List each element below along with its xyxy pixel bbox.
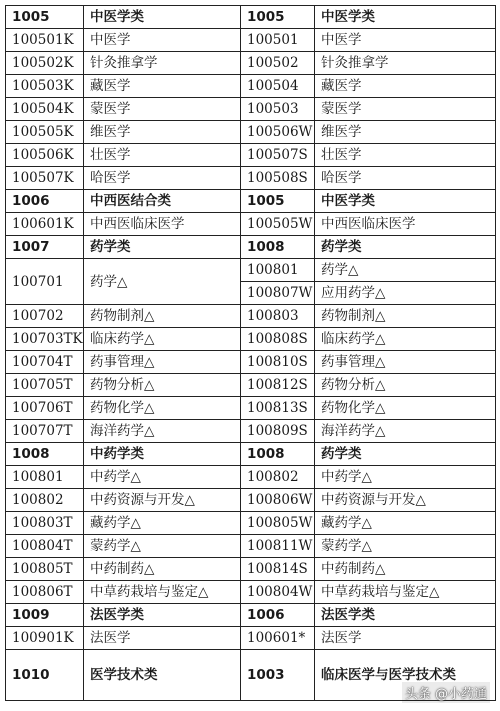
table-row [6,144,496,167]
code-cell-right: 100804W [241,581,315,604]
code-cell-left: 100505K [6,121,84,144]
code-cell-right: 100806W [241,489,315,512]
name-cell-right: 药物制剂△ [315,305,496,328]
name-cell-left: 中医学类 [84,6,241,29]
name-cell-right: 临床医学与医学技术类 [315,650,496,701]
name-cell-left: 中药学类 [84,443,241,466]
table-row [6,305,496,328]
name-cell-right: 药学类 [315,236,496,259]
code-cell-left: 100804T [6,535,84,558]
code-cell-left: 100805T [6,558,84,581]
code-cell-right: 100601* [241,627,315,650]
code-cell-left: 100801 [6,466,84,489]
category-header-row [6,443,496,466]
name-cell-right: 药物化学△ [315,397,496,420]
code-cell-left: 100503K [6,75,84,98]
code-cell-left: 100702 [6,305,84,328]
code-cell-left: 100901K [6,627,84,650]
name-cell-right: 药学△ [315,259,496,282]
code-cell-left: 100707T [6,420,84,443]
code-cell-left: 100504K [6,98,84,121]
name-cell-left: 中西医临床医学 [84,213,241,236]
table-row [6,420,496,443]
name-cell-right: 中药制药△ [315,558,496,581]
table-row [6,75,496,98]
code-cell-right: 100814S [241,558,315,581]
code-cell-left: 1008 [6,443,84,466]
name-cell-left: 药学△ [84,259,241,305]
name-cell-left: 藏医学 [84,75,241,98]
name-cell-left: 蒙药学△ [84,535,241,558]
name-cell-right: 海洋药学△ [315,420,496,443]
name-cell-right: 法医学类 [315,604,496,627]
name-cell-left: 中药学△ [84,466,241,489]
name-cell-right: 蒙药学△ [315,535,496,558]
code-cell-left: 100502K [6,52,84,75]
table-row [6,489,496,512]
code-cell-left: 1009 [6,604,84,627]
code-cell-right: 100801 [241,259,315,282]
name-cell-left: 中药资源与开发△ [84,489,241,512]
code-cell-left: 1010 [6,650,84,701]
name-cell-right: 维医学 [315,121,496,144]
name-cell-left: 中草药栽培与鉴定△ [84,581,241,604]
table-row [6,535,496,558]
category-header-row [6,604,496,627]
code-cell-left: 100703TK [6,328,84,351]
category-header-row [6,236,496,259]
code-cell-right: 100504 [241,75,315,98]
code-cell-right: 1003 [241,650,315,701]
code-cell-left: 100803T [6,512,84,535]
table-row [6,351,496,374]
name-cell-left: 维医学 [84,121,241,144]
name-cell-right: 中医学类 [315,6,496,29]
code-cell-left: 100701 [6,259,84,305]
category-header-row [6,6,496,29]
name-cell-right: 中西医临床医学 [315,213,496,236]
name-cell-right: 藏药学△ [315,512,496,535]
code-cell-left: 100706T [6,397,84,420]
code-cell-right: 100802 [241,466,315,489]
name-cell-left: 蒙医学 [84,98,241,121]
name-cell-left: 中医学 [84,29,241,52]
name-cell-right: 临床药学△ [315,328,496,351]
table-row [6,397,496,420]
name-cell-right: 中医学类 [315,190,496,213]
code-cell-left: 100806T [6,581,84,604]
name-cell-right: 药物分析△ [315,374,496,397]
code-cell-right: 100502 [241,52,315,75]
table-row [6,581,496,604]
code-cell-right: 100810S [241,351,315,374]
code-cell-right: 100813S [241,397,315,420]
name-cell-right: 壮医学 [315,144,496,167]
code-cell-right: 100811W [241,535,315,558]
code-cell-right: 1005 [241,190,315,213]
code-cell-right: 100808S [241,328,315,351]
table-row [6,374,496,397]
code-cell-right: 1008 [241,236,315,259]
name-cell-right: 哈医学 [315,167,496,190]
name-cell-right: 藏医学 [315,75,496,98]
table-row [6,259,496,282]
code-cell-left: 100704T [6,351,84,374]
name-cell-left: 药学类 [84,236,241,259]
table-row [6,213,496,236]
code-cell-left: 1005 [6,6,84,29]
code-cell-left: 100601K [6,213,84,236]
table-row [6,121,496,144]
code-cell-left: 100802 [6,489,84,512]
code-cell-right: 100501 [241,29,315,52]
code-cell-left: 1006 [6,190,84,213]
code-cell-right: 100505W [241,213,315,236]
name-cell-left: 法医学类 [84,604,241,627]
name-cell-left: 藏药学△ [84,512,241,535]
name-cell-right: 中医学 [315,29,496,52]
name-cell-left: 临床药学△ [84,328,241,351]
code-cell-right: 100809S [241,420,315,443]
table-row [6,167,496,190]
code-cell-right: 1006 [241,604,315,627]
category-header-row [6,190,496,213]
table-row [6,558,496,581]
name-cell-left: 药物分析△ [84,374,241,397]
name-cell-right: 中药资源与开发△ [315,489,496,512]
name-cell-left: 医学技术类 [84,650,241,701]
name-cell-right: 法医学 [315,627,496,650]
name-cell-left: 药物化学△ [84,397,241,420]
code-cell-left: 100705T [6,374,84,397]
table-row [6,328,496,351]
name-cell-right: 中草药栽培与鉴定△ [315,581,496,604]
code-cell-right: 100805W [241,512,315,535]
table-row [6,512,496,535]
major-catalog-table [5,5,496,701]
code-cell-right: 100503 [241,98,315,121]
table-row [6,466,496,489]
name-cell-left: 法医学 [84,627,241,650]
name-cell-left: 中药制药△ [84,558,241,581]
name-cell-left: 海洋药学△ [84,420,241,443]
name-cell-right: 应用药学△ [315,282,496,305]
name-cell-right: 针灸推拿学 [315,52,496,75]
code-cell-left: 1007 [6,236,84,259]
name-cell-right: 药事管理△ [315,351,496,374]
name-cell-left: 药事管理△ [84,351,241,374]
name-cell-left: 哈医学 [84,167,241,190]
table-body [6,6,496,701]
name-cell-left: 中西医结合类 [84,190,241,213]
code-cell-left: 100506K [6,144,84,167]
name-cell-left: 针灸推拿学 [84,52,241,75]
code-cell-right: 100508S [241,167,315,190]
code-cell-right: 100506W [241,121,315,144]
name-cell-right: 中药学△ [315,466,496,489]
code-cell-right: 100803 [241,305,315,328]
name-cell-left: 药物制剂△ [84,305,241,328]
table-row [6,52,496,75]
code-cell-right: 1008 [241,443,315,466]
name-cell-left: 壮医学 [84,144,241,167]
table-row [6,98,496,121]
table-row [6,627,496,650]
name-cell-right: 蒙医学 [315,98,496,121]
code-cell-right: 100812S [241,374,315,397]
watermark: 头条 @小药通 [402,682,490,703]
code-cell-right: 100507S [241,144,315,167]
table-row [6,29,496,52]
code-cell-right: 100807W [241,282,315,305]
code-cell-right: 1005 [241,6,315,29]
code-cell-left: 100501K [6,29,84,52]
code-cell-left: 100507K [6,167,84,190]
name-cell-right: 药学类 [315,443,496,466]
